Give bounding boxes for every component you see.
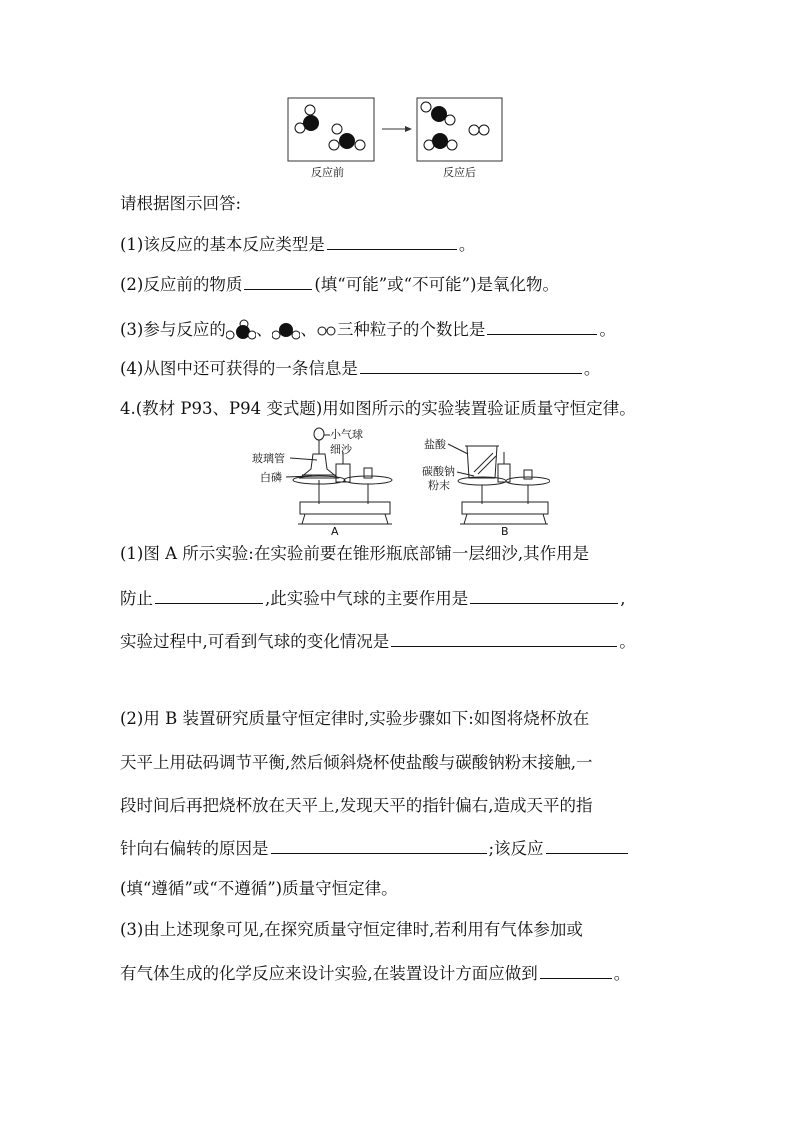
part1-blank-2[interactable] xyxy=(470,587,618,604)
question-1 xyxy=(120,233,475,256)
arrow-head xyxy=(405,126,412,132)
label-tube: 玻璃管 xyxy=(252,452,285,465)
part3-line2 xyxy=(120,962,630,985)
part1-blank-3[interactable] xyxy=(391,630,617,647)
label-before: 反应前 xyxy=(311,166,344,179)
q3-middle: 三种粒子的个数比是 xyxy=(336,320,486,339)
q3-sep-1: 、 xyxy=(255,320,273,339)
part2-line4-b: ;该反应 xyxy=(488,839,544,858)
label-powder-2: 粉末 xyxy=(428,479,450,492)
label-balloon: 小气球 xyxy=(330,428,363,441)
part1-line3-a: 实验过程中,可看到气球的变化情况是 xyxy=(120,632,390,651)
pointer-powder xyxy=(457,472,474,476)
label-acid: 盐酸 xyxy=(424,438,446,451)
q1-answer-blank[interactable] xyxy=(327,233,457,250)
q4-answer-blank[interactable] xyxy=(360,357,582,374)
q3-sep-2: 、 xyxy=(300,320,317,339)
label-a: A xyxy=(331,525,339,538)
part3-line2-a: 有气体生成的化学反应来设计实验,在装置设计方面应做到 xyxy=(120,964,538,983)
part1-line2 xyxy=(120,587,626,610)
apparatus-b xyxy=(458,446,550,524)
part1-line2-b: ,此实验中气球的主要作用是 xyxy=(265,589,469,608)
label-powder-1: 碳酸钠 xyxy=(422,465,455,478)
q3-answer-blank[interactable] xyxy=(487,318,597,335)
label-sand: 细沙 xyxy=(330,443,352,456)
part1-line2-c: , xyxy=(620,589,626,608)
label-phosphorus: 白磷 xyxy=(260,471,282,484)
q3-text: (3)参与反应的 xyxy=(120,320,226,339)
part1-line3 xyxy=(120,630,636,653)
part2-line4 xyxy=(120,837,630,860)
question-4 xyxy=(120,357,600,380)
part1-line1: (1)图 A 所示实验:在实验前要在锥形瓶底部铺一层细沙,其作用是 xyxy=(120,544,590,563)
q1-end: 。 xyxy=(458,235,476,254)
reaction-diagram xyxy=(286,96,508,182)
molecule-icon-2 xyxy=(272,319,300,343)
q3-end: 。 xyxy=(599,320,616,339)
molecule-icon-3 xyxy=(317,324,337,338)
q4-text: (4)从图中还可获得的一条信息是 xyxy=(120,359,358,378)
q2-end: (填“可能”或“不可能”)是氧化物。 xyxy=(314,275,559,294)
molecule-icon-1 xyxy=(226,319,256,343)
molecule-before-2 xyxy=(329,124,365,150)
molecule-before-1 xyxy=(295,105,319,133)
part3-line1: (3)由上述现象可见,在探究质量守恒定律时,若利用有气体参加或 xyxy=(120,920,583,939)
q2-answer-blank[interactable] xyxy=(244,273,312,290)
question-3 xyxy=(120,318,616,343)
intro-text: 请根据图示回答: xyxy=(120,194,242,213)
q4-end: 。 xyxy=(583,359,601,378)
part2-line5: (填“遵循”或“不遵循”)质量守恒定律。 xyxy=(120,879,398,898)
problem-4-title: 4.(教材 P93、P94 变式题)用如图所示的实验装置验证质量守恒定律。 xyxy=(120,399,636,418)
apparatus-figure xyxy=(250,424,550,540)
question-2 xyxy=(120,273,559,296)
part2-line1: (2)用 B 装置研究质量守恒定律时,实验步骤如下:如图将烧杯放在 xyxy=(120,709,590,728)
pointer-tube xyxy=(290,458,317,460)
q2-text: (2)反应前的物质 xyxy=(120,275,243,294)
part1-line2-a: 防止 xyxy=(120,589,153,608)
molecule-after-1 xyxy=(421,102,455,125)
molecule-after-3 xyxy=(469,125,489,135)
label-b: B xyxy=(501,525,509,538)
label-after: 反应后 xyxy=(443,166,476,179)
q1-text: (1)该反应的基本反应类型是 xyxy=(120,235,325,254)
part2-blank-2[interactable] xyxy=(546,837,628,854)
part1-line3-b: 。 xyxy=(619,632,636,651)
part2-blank-1[interactable] xyxy=(271,837,487,854)
molecule-after-2 xyxy=(424,133,457,150)
part2-line3: 段时间后再把烧杯放在天平上,发现天平的指针偏右,造成天平的指 xyxy=(120,796,593,815)
part2-line4-a: 针向右偏转的原因是 xyxy=(120,839,269,858)
part3-blank[interactable] xyxy=(540,962,612,979)
part3-line2-b: 。 xyxy=(613,964,631,983)
part1-blank-1[interactable] xyxy=(155,587,263,604)
part2-line2: 天平上用砝码调节平衡,然后倾斜烧杯使盐酸与碳酸钠粉末接触,一 xyxy=(120,753,593,772)
